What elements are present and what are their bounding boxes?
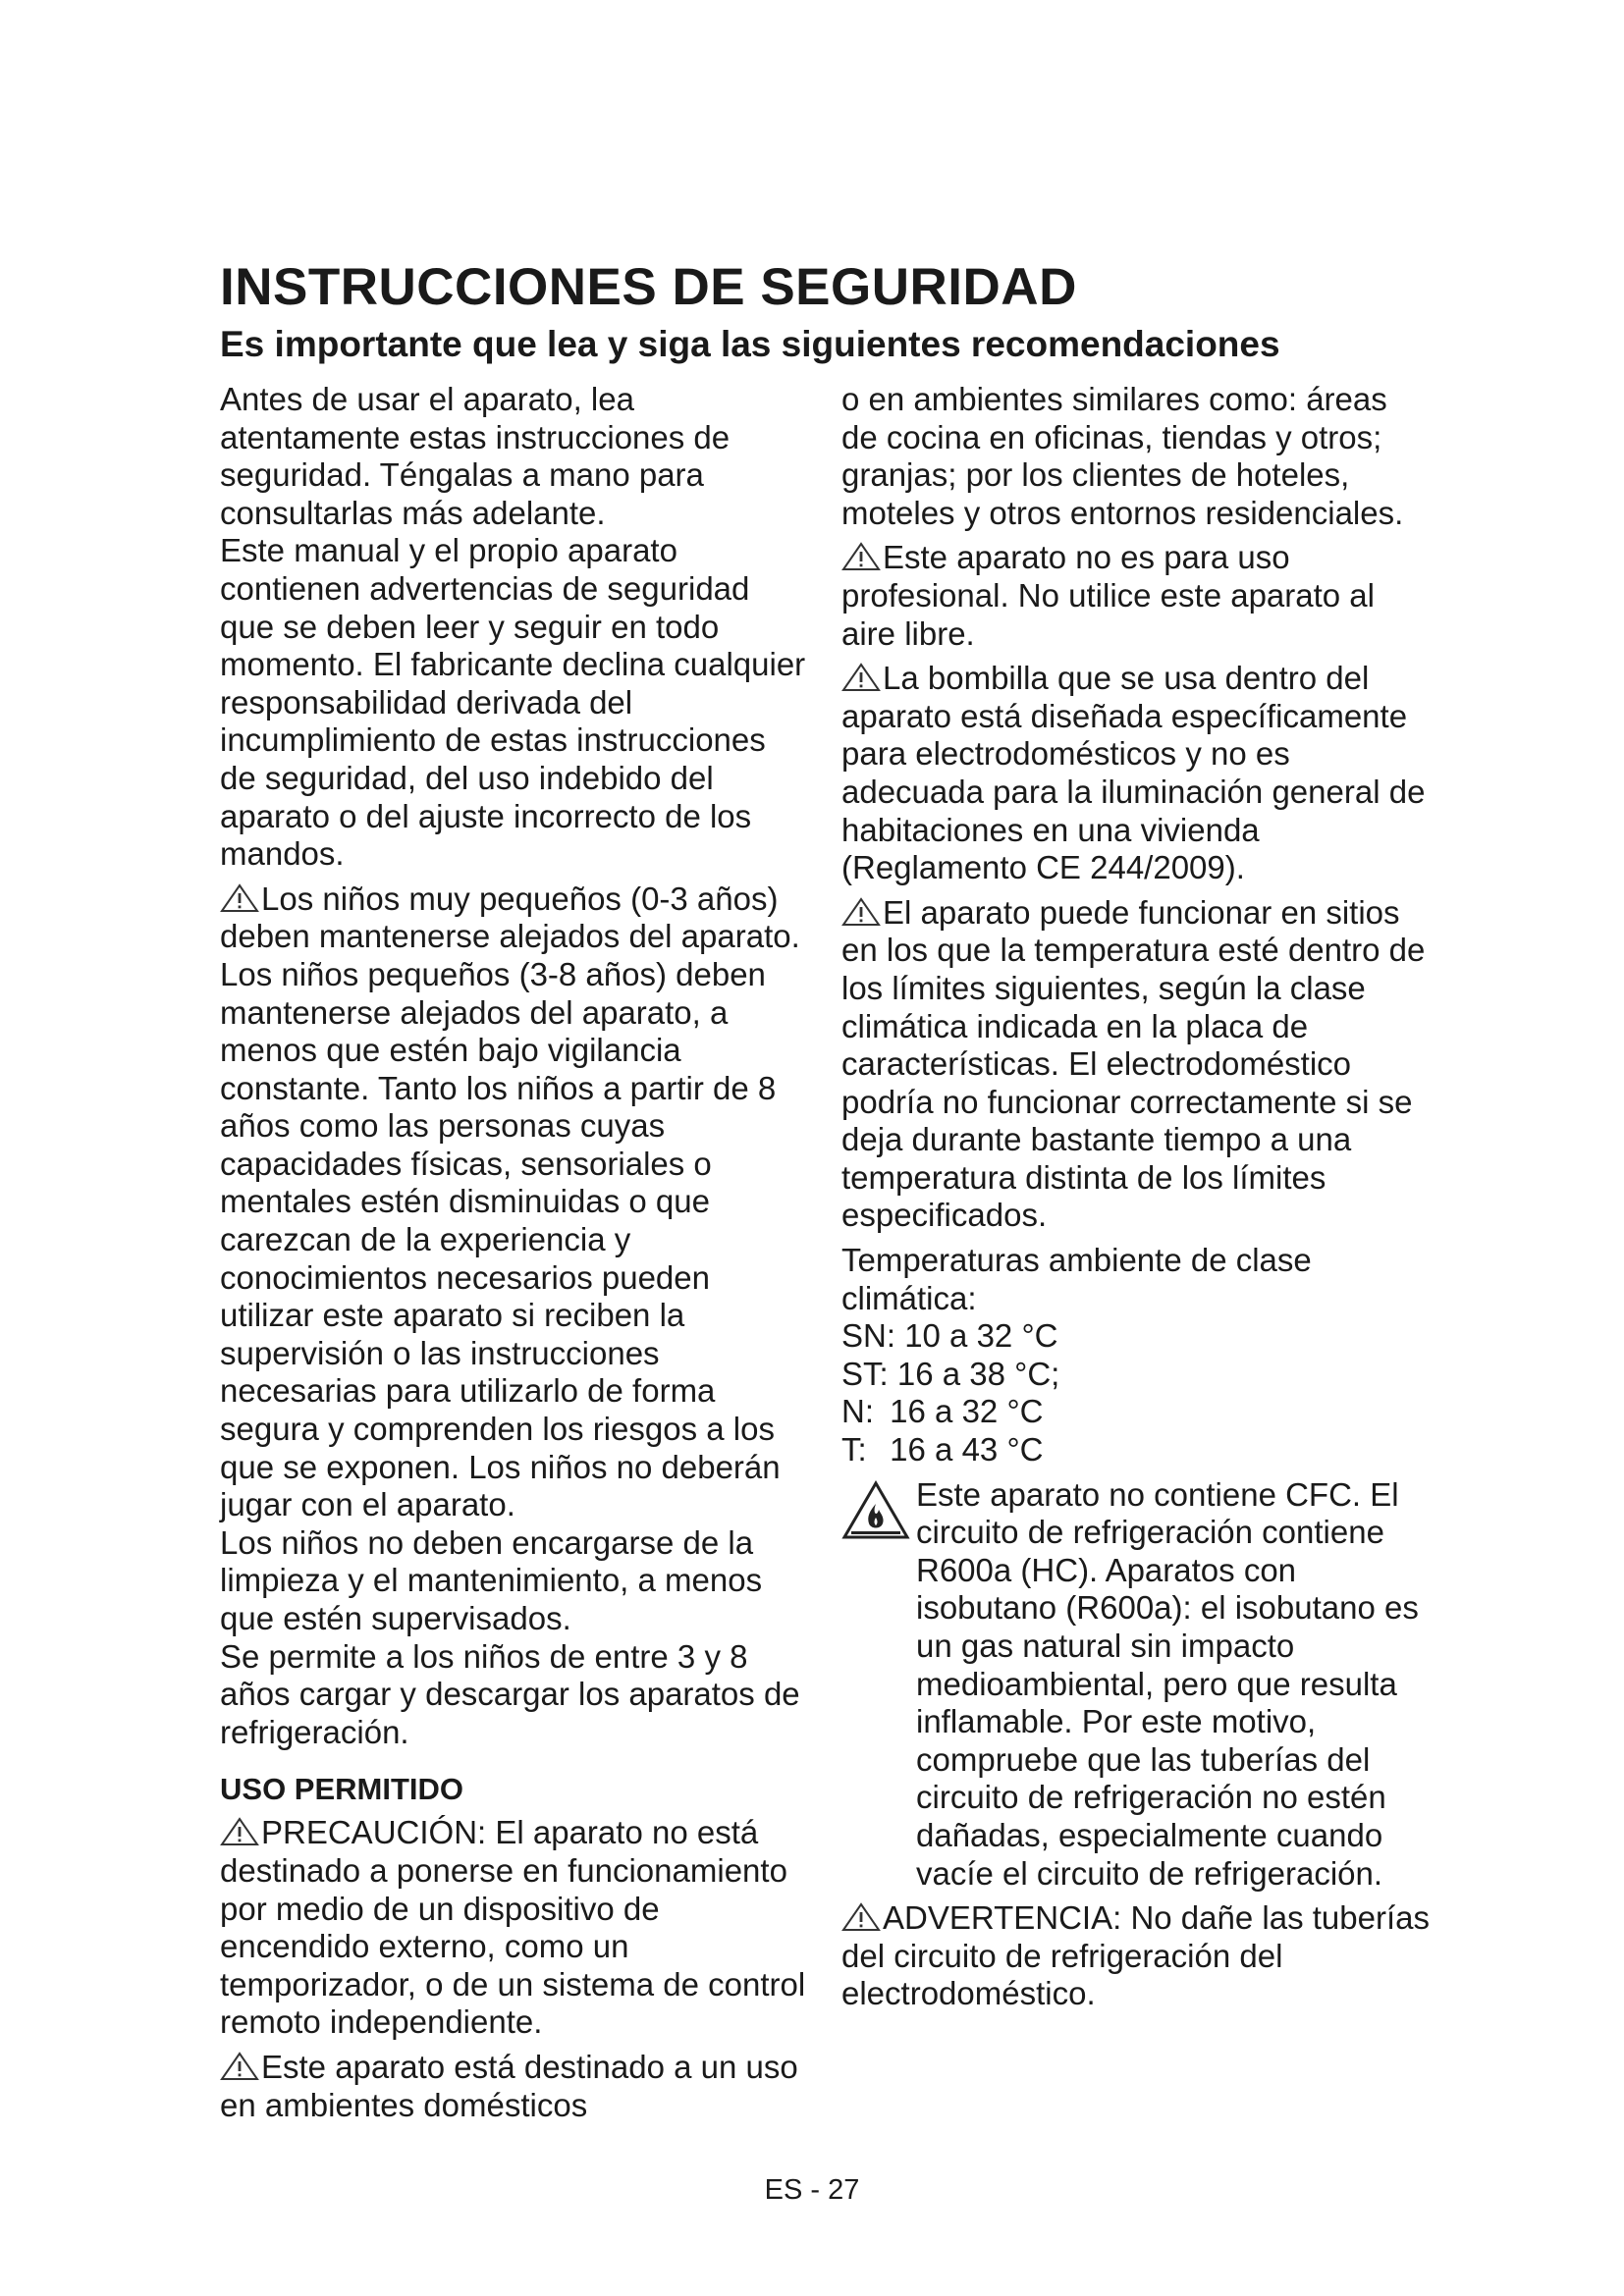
- climate-class-row: N: 16 a 32 °C: [841, 1393, 1044, 1430]
- warning-triangle-icon: [841, 542, 881, 571]
- domestic-use-paragraph: Este aparato está destinado a un uso en ambientes domésticos: [220, 2048, 798, 2123]
- left-column: [220, 381, 809, 2124]
- bulb-paragraph: La bombilla que se usa dentro del aparato está diseñada específicamente para electrodomésticos y no es adecuada para la iluminación general de habitaciones en una vivienda (Reglamento CE 244/2009).: [841, 660, 1426, 886]
- climate-class-row: T: 16 a 43 °C: [841, 1431, 1044, 1468]
- cleaning-paragraph: Los niños no deben encargarse de la limpieza y el mantenimiento, a menos que estén supervisados.: [220, 1523, 763, 1636]
- section-heading-uso-permitido: USO PERMITIDO: [220, 1772, 464, 1807]
- page-subtitle: Es importante que lea y siga las siguientes recomendaciones: [220, 324, 1280, 364]
- warning-triangle-icon: [220, 2052, 259, 2081]
- right-column: [841, 381, 1431, 2013]
- pipe-warning-paragraph: ADVERTENCIA: No dañe las tuberías del circuito de refrigeración del electrodoméstico.: [841, 1899, 1430, 2012]
- caution-paragraph: PRECAUCIÓN: El aparato no está destinado a ponerse en funcionamiento por medio de un dispositivo de encendido externo, como un temporizador, o de un sistema de control remoto independiente.: [220, 1814, 806, 2041]
- loading-paragraph: Se permite a los niños de entre 3 y 8 años cargar y descargar los aparatos de refrigeración.: [220, 1637, 800, 1750]
- warning-triangle-icon: [841, 897, 881, 927]
- climate-class-row: SN: 10 a 32 °C: [841, 1317, 1058, 1355]
- refrigerant-paragraph: Este aparato no contiene CFC. El circuito de refrigeración contiene R600a (HC). Aparatos con isobutano (R600a): el isobutano es un gas natural sin impacto medioambiental, pero que resulta inflamable. Por este motivo, compruebe que las tuberías del circuito de refrigeración no estén dañadas, especialmente cuando vacíe el circuito de refrigeración.: [841, 1476, 1431, 1894]
- warning-triangle-icon: [220, 1817, 259, 1846]
- warning-triangle-icon: [841, 663, 881, 692]
- page-number: ES - 27: [764, 2174, 860, 2206]
- temps-heading: Temperaturas ambiente de clase climática:: [841, 1242, 1312, 1316]
- warning-triangle-icon: [220, 883, 259, 913]
- page-title: INSTRUCCIONES DE SEGURIDAD: [220, 258, 1077, 316]
- climate-class-list: [841, 1317, 1431, 1468]
- climate-class-row: ST: 16 a 38 °C;: [841, 1355, 1060, 1392]
- warning-triangle-icon: [841, 1902, 881, 1932]
- climate-paragraph: El aparato puede funcionar en sitios en los que la temperatura esté dentro de los límites siguientes, según la clase climática indicada en la placa de características. El electrodoméstico podría no funcionar correctamente si se deja durante bastante tiempo a una temperatura distinta de los límites especificados.: [841, 893, 1426, 1234]
- intro-paragraph: Antes de usar el aparato, lea atentamente estas instrucciones de seguridad. Téngalas a mano para consultarlas más adelante.: [220, 381, 731, 531]
- environment-paragraph: o en ambientes similares como: áreas de cocina en oficinas, tiendas y otros; granjas; por los clientes de hoteles, moteles y otros entornos residenciales.: [841, 381, 1404, 531]
- flammable-warning-icon: [841, 1480, 910, 1541]
- manual-paragraph: Este manual y el propio aparato contienen advertencias de seguridad que se deben leer y seguir en todo momento. El fabricante declina cualquier responsabilidad derivada del incumplimiento de estas instrucciones de seguridad, del uso indebido del aparato o del ajuste incorrecto de los mandos.: [220, 532, 806, 873]
- children-warning-paragraph: Los niños muy pequeños (0-3 años) deben mantenerse alejados del aparato. Los niños pequeños (3-8 años) deben mantenerse alejados del aparato, a menos que estén bajo vigilancia constante. Tanto los niños a partir de 8 años como las personas cuyas capacidades físicas, sensoriales o mentales estén disminuidas o que carezcan de la experiencia y conocimientos necesarios pueden utilizar este aparato si reciben la supervisión o las instrucciones necesarias para utilizarlo de forma segura y comprenden los riesgos a los que se exponen. Los niños no deberán jugar con el aparato.: [220, 880, 800, 1523]
- not-professional-paragraph: Este aparato no es para uso profesional. No utilice este aparato al aire libre.: [841, 539, 1375, 652]
